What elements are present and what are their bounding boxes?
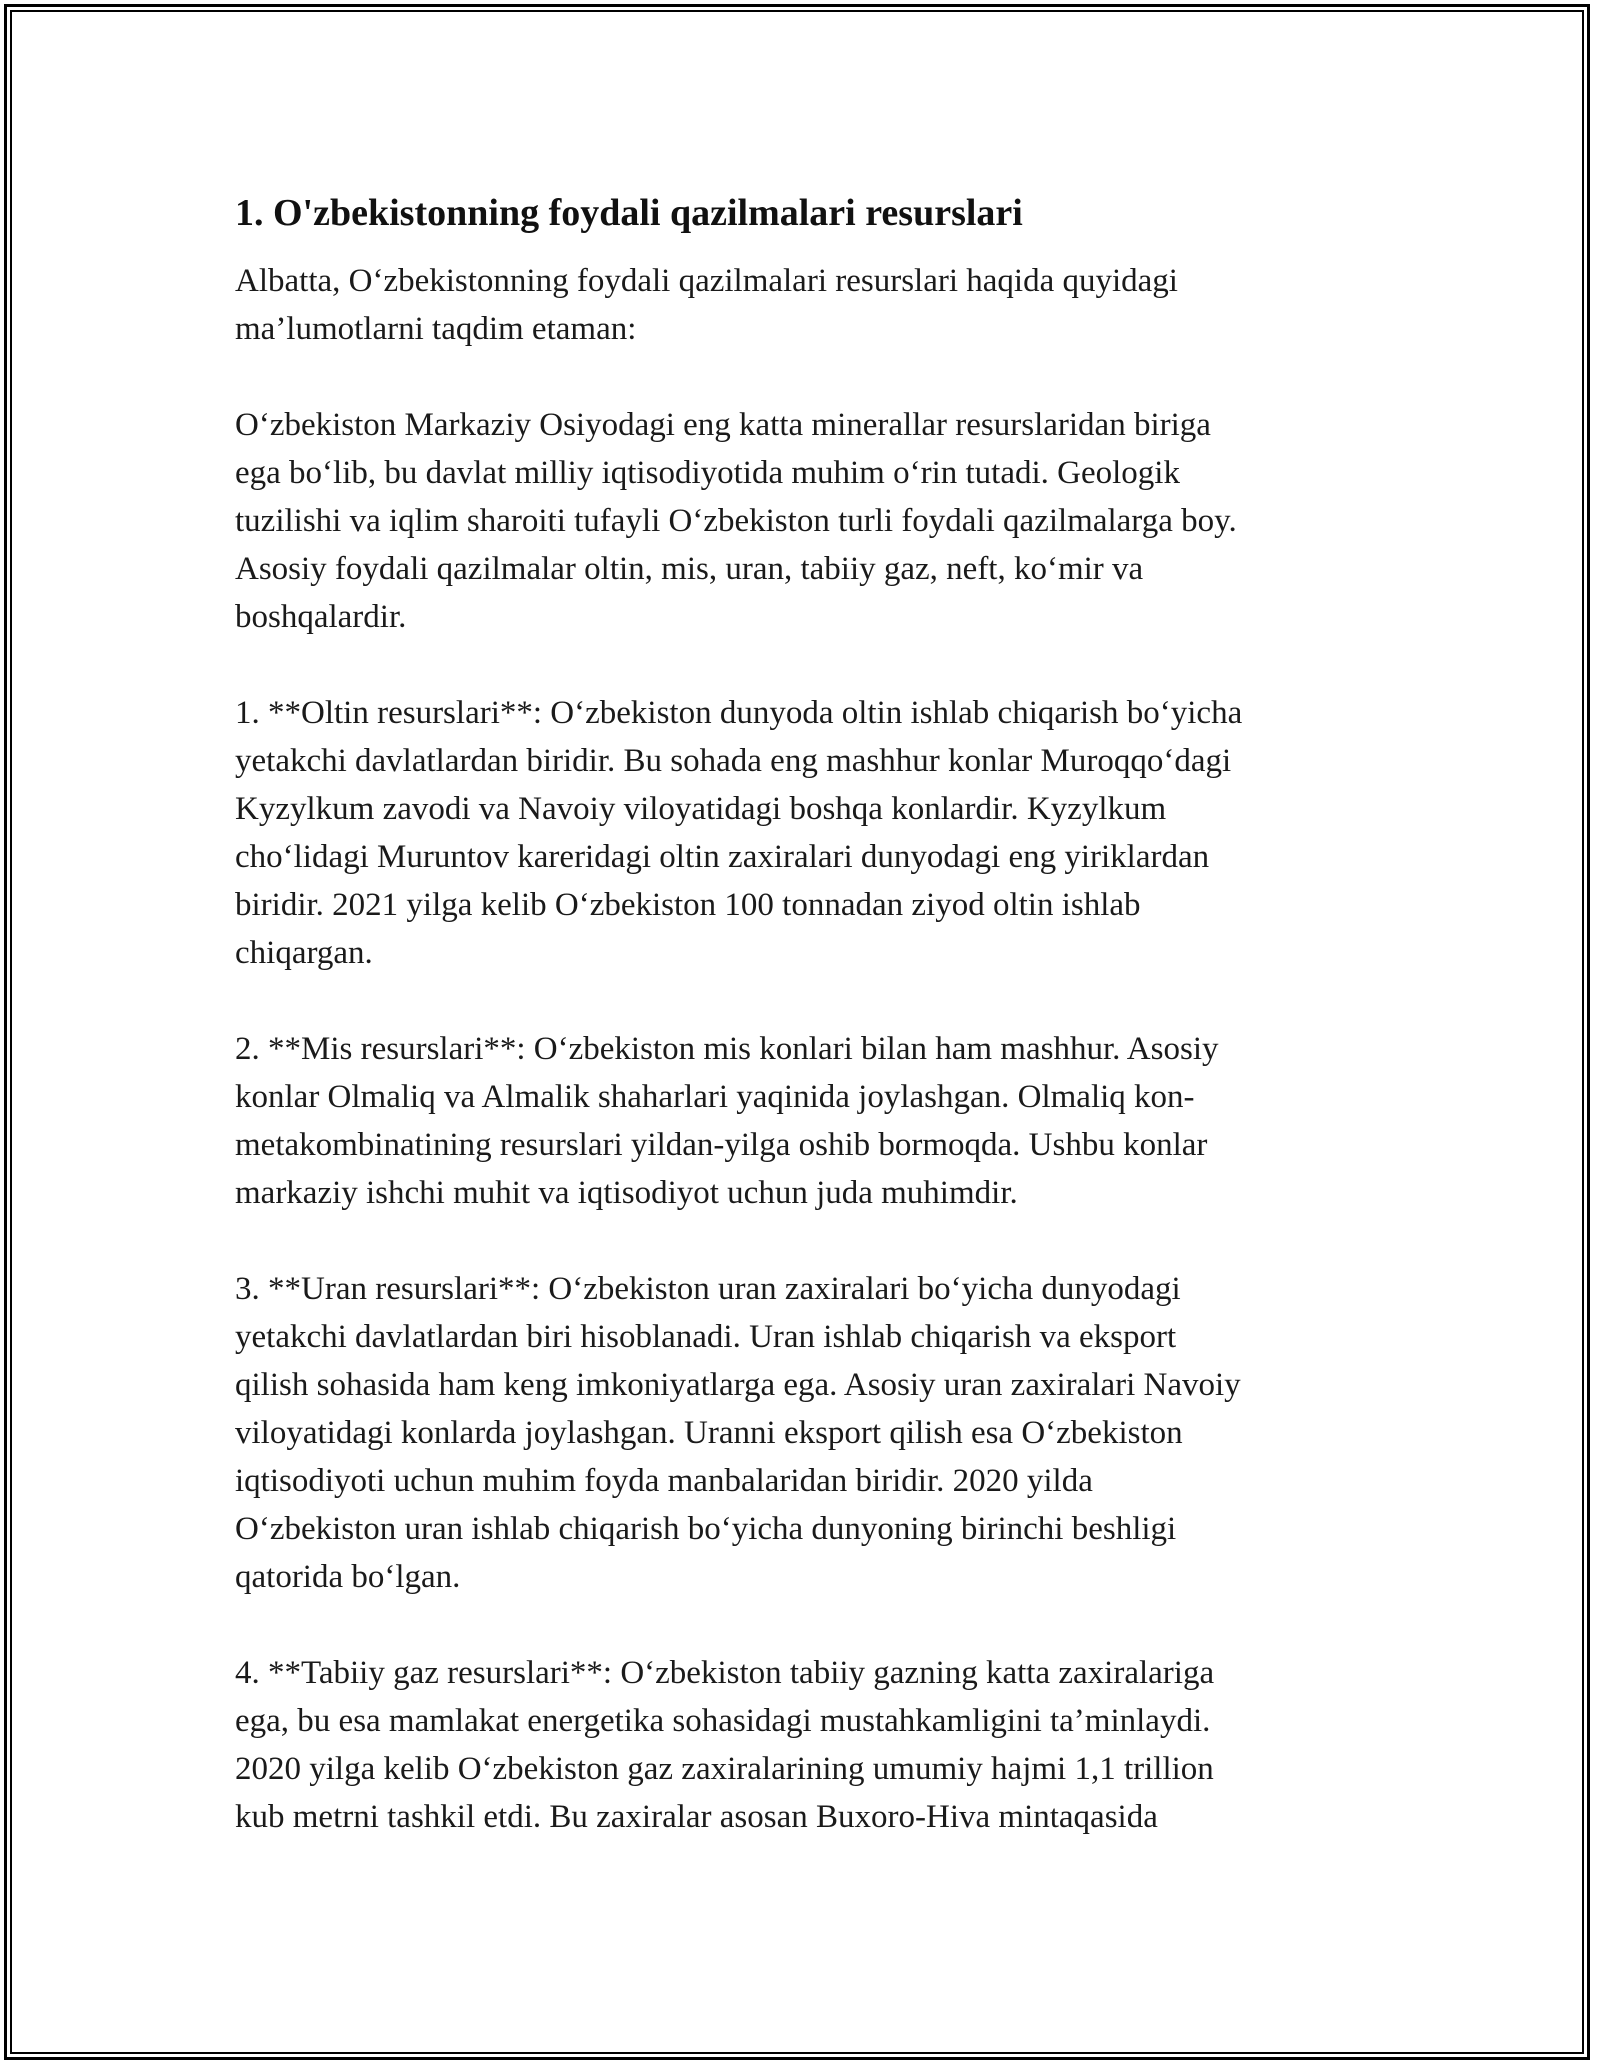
gold-resources-paragraph: 1. **Oltin resurslari**: O‘zbekiston dunyoda oltin ishlab chiqarish bo‘yicha yetakchi davlatlardan biridir. Bu sohada eng mashhur konlar Muroqqo‘dagi Kyzylkum zavodi va Navoiy viloyatidagi boshqa konlardir. Kyzylkum cho‘lidagi Muruntov kareridagi oltin zaxiralari dunyodagi eng yiriklardan biridir. 2021 yilga kelib O‘zbekiston 100 tonnadan ziyod oltin ishlab chiqargan.	[235, 695, 1243, 971]
uranium-resources-paragraph: 3. **Uran resurslari**: O‘zbekiston uran zaxiralari bo‘yicha dunyodagi yetakchi davlatlardan biri hisoblanadi. Uran ishlab chiqarish va eksport qilish sohasida ham keng imkoniyatlarga ega. Asosiy uran zaxiralari Navoiy viloyatidagi konlarda joylashgan. Uranni eksport qilish esa O‘zbekiston iqtisodiyoti uchun muhim foyda manbalaridan biridir. 2020 yilda O‘zbekiston uran ishlab chiqarish bo‘yicha dunyoning birinchi beshligi qatorida bo‘lgan.	[235, 1271, 1241, 1595]
document-heading: 1. O'zbekistonning foydali qazilmalari resurslari	[235, 192, 1023, 234]
overview-paragraph: O‘zbekiston Markaziy Osiyodagi eng katta minerallar resurslaridan biriga ega bo‘lib, bu davlat milliy iqtisodiyotida muhim o‘rin tutadi. Geologik tuzilishi va iqlim sharoiti tufayli O‘zbekiston turli foydali qazilmalarga boy. Asosiy foydali qazilmalar oltin, mis, uran, tabiiy gaz, neft, ko‘mir va boshqalardir.	[235, 407, 1237, 635]
natural-gas-resources-paragraph: 4. **Tabiiy gaz resurslari**: O‘zbekiston tabiiy gazning katta zaxiralariga ega, bu esa mamlakat energetika sohasidagi mustahkamligini ta’minlaydi. 2020 yilga kelib O‘zbekiston gaz zaxiralarining umumiy hajmi 1,1 trillion kub metrni tashkil etdi. Bu zaxiralar asosan Buxoro-Hiva mintaqasida	[235, 1655, 1215, 1835]
document-body	[235, 188, 1375, 1889]
copper-resources-paragraph: 2. **Mis resurslari**: O‘zbekiston mis konlari bilan ham mashhur. Asosiy konlar Olmaliq va Almalik shaharlari yaqinida joylashgan. Olmaliq kon- metakombinatining resurslari yildan-yilga oshib bormoqda. Ushbu konlar markaziy ishchi muhit va iqtisodiyot uchun juda muhimdir.	[235, 1031, 1219, 1211]
intro-paragraph: Albatta, O‘zbekistonning foydali qazilmalari resurslari haqida quyidagi ma’lumotlarni taqdim etaman:	[235, 263, 1178, 347]
